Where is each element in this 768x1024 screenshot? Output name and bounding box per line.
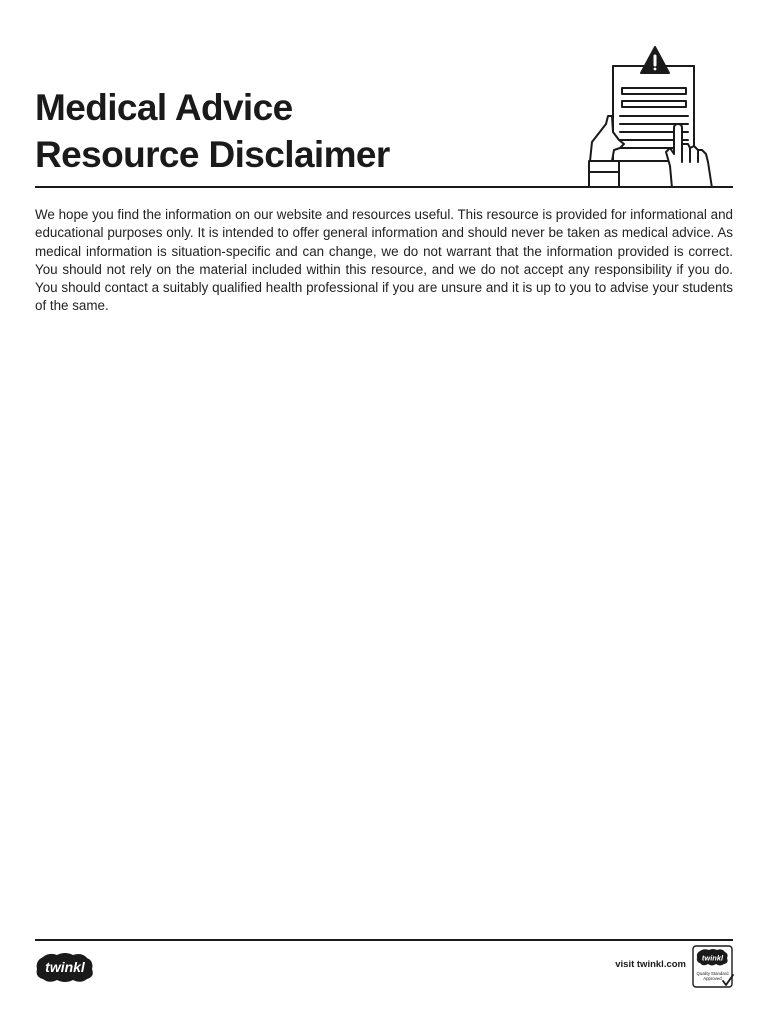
clipboard-warning-icon (586, 44, 720, 188)
badge-caption-line-1: Quality Standard (696, 971, 729, 976)
page-title (35, 84, 390, 178)
footer-divider (35, 939, 733, 941)
quality-standard-badge (692, 945, 734, 989)
disclaimer-paragraph: We hope you find the information on our website and resources useful. This resource is provided for informational and educational purposes only. It is intended to offer general information and should never be taken as medical advice. As medical information is situation-specific and can change, we do not warrant that the information provided is correct. You should not rely on the material included within this resource, and we do not accept any responsibility if you do. You should contact a suitably qualified health professional if you are unsure and it is up to you to advise your students of the same. (35, 207, 733, 314)
twinkl-logo-text: twinkl (45, 959, 85, 975)
page-title-line-1: Medical Advice (35, 87, 293, 128)
visit-twinkl-link[interactable]: visit twinkl.com (615, 959, 686, 970)
twinkl-logo[interactable] (35, 951, 95, 983)
header-divider (35, 186, 733, 188)
page-title-line-2: Resource Disclaimer (35, 134, 390, 175)
badge-logo-text: twinkl (701, 953, 724, 963)
badge-caption-line-2: Approved (703, 976, 722, 981)
